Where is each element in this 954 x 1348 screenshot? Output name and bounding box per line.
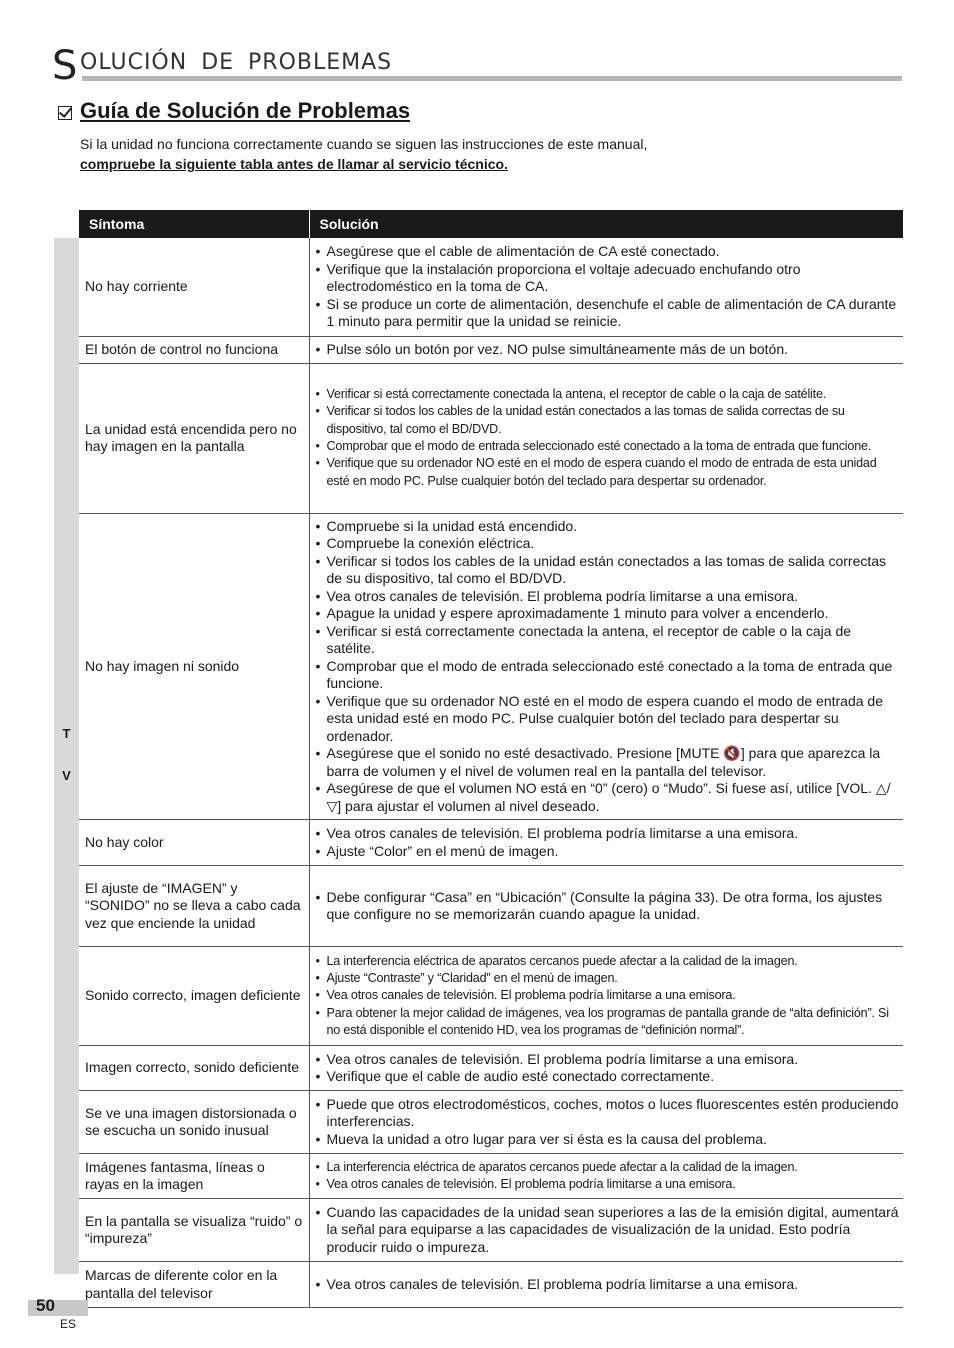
solution-item: • Ajuste “Contraste” y “Claridad” en el menú de imagen.	[316, 970, 900, 987]
solution-list	[316, 518, 900, 816]
symptom-cell: No hay corriente	[79, 238, 309, 336]
symptom-cell: No hay color	[79, 820, 309, 866]
solution-item: • Verifique que el cable de audio esté conectado correctamente.	[316, 1068, 900, 1086]
solution-cell	[309, 363, 903, 513]
symptom-cell: El botón de control no funciona	[79, 336, 309, 363]
intro-line: Si la unidad no funciona correctamente cuando se siguen las instrucciones de este manual,	[80, 136, 648, 152]
solution-item: • Verificar si todos los cables de la unidad están conectados a las tomas de salida correctas de su dispositivo, tal como el BD/DVD.	[316, 553, 900, 588]
table-row	[79, 866, 903, 947]
solution-list	[316, 1276, 900, 1294]
checkbox-icon	[58, 106, 72, 120]
solution-cell	[309, 820, 903, 866]
solution-list	[316, 243, 900, 331]
solution-item: • Comprobar que el modo de entrada seleccionado esté conectado a la toma de entrada que funcione.	[316, 438, 900, 455]
header-title: OLUCIÓN DE PROBLEMAS	[80, 50, 393, 75]
solution-item: • Vea otros canales de televisión. El problema podría limitarse a una emisora.	[316, 1051, 900, 1069]
symptom-cell: Sonido correcto, imagen deficiente	[79, 947, 309, 1046]
solution-cell	[309, 947, 903, 1046]
table-row	[79, 1199, 903, 1262]
symptom-cell: En la pantalla se visualiza “ruido” o “impureza”	[79, 1199, 309, 1262]
solution-item: • Compruebe la conexión eléctrica.	[316, 535, 900, 553]
symptom-cell: Marcas de diferente color en la pantalla del televisor	[79, 1262, 309, 1308]
category-letter: T	[62, 726, 71, 741]
solution-item: • Para obtener la mejor calidad de imágenes, vea los programas de pantalla grande de “alta definición”. Si no está disponible el contenido HD, vea los programas de “definición normal”.	[316, 1005, 900, 1040]
symptom-cell: La unidad está encendida pero no hay imagen en la pantalla	[79, 363, 309, 513]
intro-text	[80, 134, 900, 174]
solution-item: • Debe configurar “Casa” en “Ubicación” (Consulte la página 33). De otra forma, los ajustes que configure no se memorizarán cuando apague la unidad.	[316, 889, 900, 924]
solution-cell	[309, 1199, 903, 1262]
solution-item: • Compruebe si la unidad está encendido.	[316, 518, 900, 536]
section-title: Guía de Solución de Problemas	[80, 98, 411, 123]
solution-cell	[309, 1262, 903, 1308]
symptom-cell: Imagen correcto, sonido deficiente	[79, 1046, 309, 1091]
solution-item: • La interferencia eléctrica de aparatos cercanos puede afectar a la calidad de la imagen.	[316, 1159, 900, 1176]
table-header-row	[79, 210, 903, 238]
table-row	[79, 947, 903, 1046]
solution-item: • La interferencia eléctrica de aparatos cercanos puede afectar a la calidad de la imagen.	[316, 953, 900, 970]
header-initial: S	[52, 43, 78, 89]
table-body	[79, 238, 903, 1308]
symptom-cell: No hay imagen ni sonido	[79, 513, 309, 820]
solution-list	[316, 1204, 900, 1257]
solution-list	[316, 825, 900, 860]
solution-item: • Verificar si está correctamente conectada la antena, el receptor de cable o la caja de satélite.	[316, 386, 900, 403]
solution-item: • Verificar si está correctamente conectada la antena, el receptor de cable o la caja de satélite.	[316, 623, 900, 658]
solution-item: • Vea otros canales de televisión. El problema podría limitarse a una emisora.	[316, 588, 900, 606]
header-rule	[82, 76, 902, 81]
symptom-cell: Imágenes fantasma, líneas o rayas en la imagen	[79, 1154, 309, 1199]
solution-item: • Verifique que la instalación proporciona el voltaje adecuado enchufando otro electrodoméstico en la toma de CA.	[316, 261, 900, 296]
column-header-solution: Solución	[309, 210, 903, 238]
solution-item: • Verificar si todos los cables de la unidad están conectados a las tomas de salida correctas de su dispositivo, tal como el BD/DVD.	[316, 403, 900, 438]
symptom-cell: El ajuste de “IMAGEN” y “SONIDO” no se lleva a cabo cada vez que enciende la unidad	[79, 866, 309, 947]
solution-item: • Verifique que su ordenador NO esté en el modo de espera cuando el modo de entrada de esta unidad esté en modo PC. Pulse cualquier botón del teclado para despertar su ordenador.	[316, 455, 900, 490]
solution-item: • Asegúrese que el cable de alimentación de CA esté conectado.	[316, 243, 900, 261]
page-number: 50	[36, 1296, 55, 1315]
solution-cell	[309, 513, 903, 820]
solution-cell	[309, 866, 903, 947]
solution-list	[316, 341, 900, 359]
solution-item: • Cuando las capacidades de la unidad sean superiores a las de la emisión digital, aumentará la señal para equiparse a las capacidades de visualización de la unidad. Esto podría producir ruido o impureza.	[316, 1204, 900, 1257]
table-row	[79, 363, 903, 513]
solution-cell	[309, 238, 903, 336]
solution-item: • Vea otros canales de televisión. El problema podría limitarse a una emisora.	[316, 825, 900, 843]
solution-item: • Puede que otros electrodomésticos, coches, motos o luces fluorescentes estén produciendo interferencias.	[316, 1096, 900, 1131]
solution-item: • Pulse sólo un botón por vez. NO pulse simultáneamente más de un botón.	[316, 341, 900, 359]
table-row	[79, 820, 903, 866]
table-row	[79, 238, 903, 336]
solution-item: • Si se produce un corte de alimentación, desenchufe el cable de alimentación de CA durante 1 minuto para permitir que la unidad se reinicie.	[316, 296, 900, 331]
table-row	[79, 1091, 903, 1154]
table-row	[79, 1262, 903, 1308]
solution-item: • Asegúrese que el sonido no esté desactivado. Presione [MUTE 🔇] para que aparezca la barra de volumen y el nivel de volumen real en la pantalla del televisor.	[316, 745, 900, 780]
solution-item: • Apague la unidad y espere aproximadamente 1 minuto para volver a encenderlo.	[316, 605, 900, 623]
solution-list	[316, 386, 900, 490]
table-row	[79, 1154, 903, 1199]
solution-list	[316, 1159, 900, 1194]
troubleshooting-table	[79, 210, 903, 1308]
category-sidebar	[54, 238, 79, 1274]
solution-list	[316, 1051, 900, 1086]
solution-item: • Vea otros canales de televisión. El problema podría limitarse a una emisora.	[316, 1176, 900, 1193]
solution-cell	[309, 1091, 903, 1154]
solution-cell	[309, 1046, 903, 1091]
solution-item: • Asegúrese de que el volumen NO está en “0” (cero) o “Mudo”. Si fuese así, utilice [VOL. △/▽] para ajustar el volumen al nivel deseado.	[316, 780, 900, 815]
solution-cell	[309, 336, 903, 363]
solution-list	[316, 1096, 900, 1149]
solution-item: • Ajuste “Color” en el menú de imagen.	[316, 843, 900, 861]
table-row	[79, 513, 903, 820]
solution-item: • Vea otros canales de televisión. El problema podría limitarse a una emisora.	[316, 1276, 900, 1294]
page-header	[52, 43, 902, 89]
symptom-cell: Se ve una imagen distorsionada o se escucha un sonido inusual	[79, 1091, 309, 1154]
solution-item: • Comprobar que el modo de entrada seleccionado esté conectado a la toma de entrada que funcione.	[316, 658, 900, 693]
category-letter: V	[62, 768, 71, 783]
language-code: ES	[60, 1317, 77, 1331]
solution-list	[316, 953, 900, 1039]
table-row	[79, 1046, 903, 1091]
column-header-symptom: Síntoma	[79, 210, 309, 238]
solution-list	[316, 889, 900, 924]
solution-item: • Vea otros canales de televisión. El problema podría limitarse a una emisora.	[316, 987, 900, 1004]
table-row	[79, 336, 903, 363]
solution-cell	[309, 1154, 903, 1199]
intro-line-emphasis: compruebe la siguiente tabla antes de llamar al servicio técnico.	[80, 156, 508, 172]
solution-item: • Mueva la unidad a otro lugar para ver si ésta es la causa del problema.	[316, 1131, 900, 1149]
solution-item: • Verifique que su ordenador NO esté en el modo de espera cuando el modo de entrada de esta unidad esté en modo PC. Pulse cualquier botón del teclado para despertar su ordenador.	[316, 693, 900, 746]
